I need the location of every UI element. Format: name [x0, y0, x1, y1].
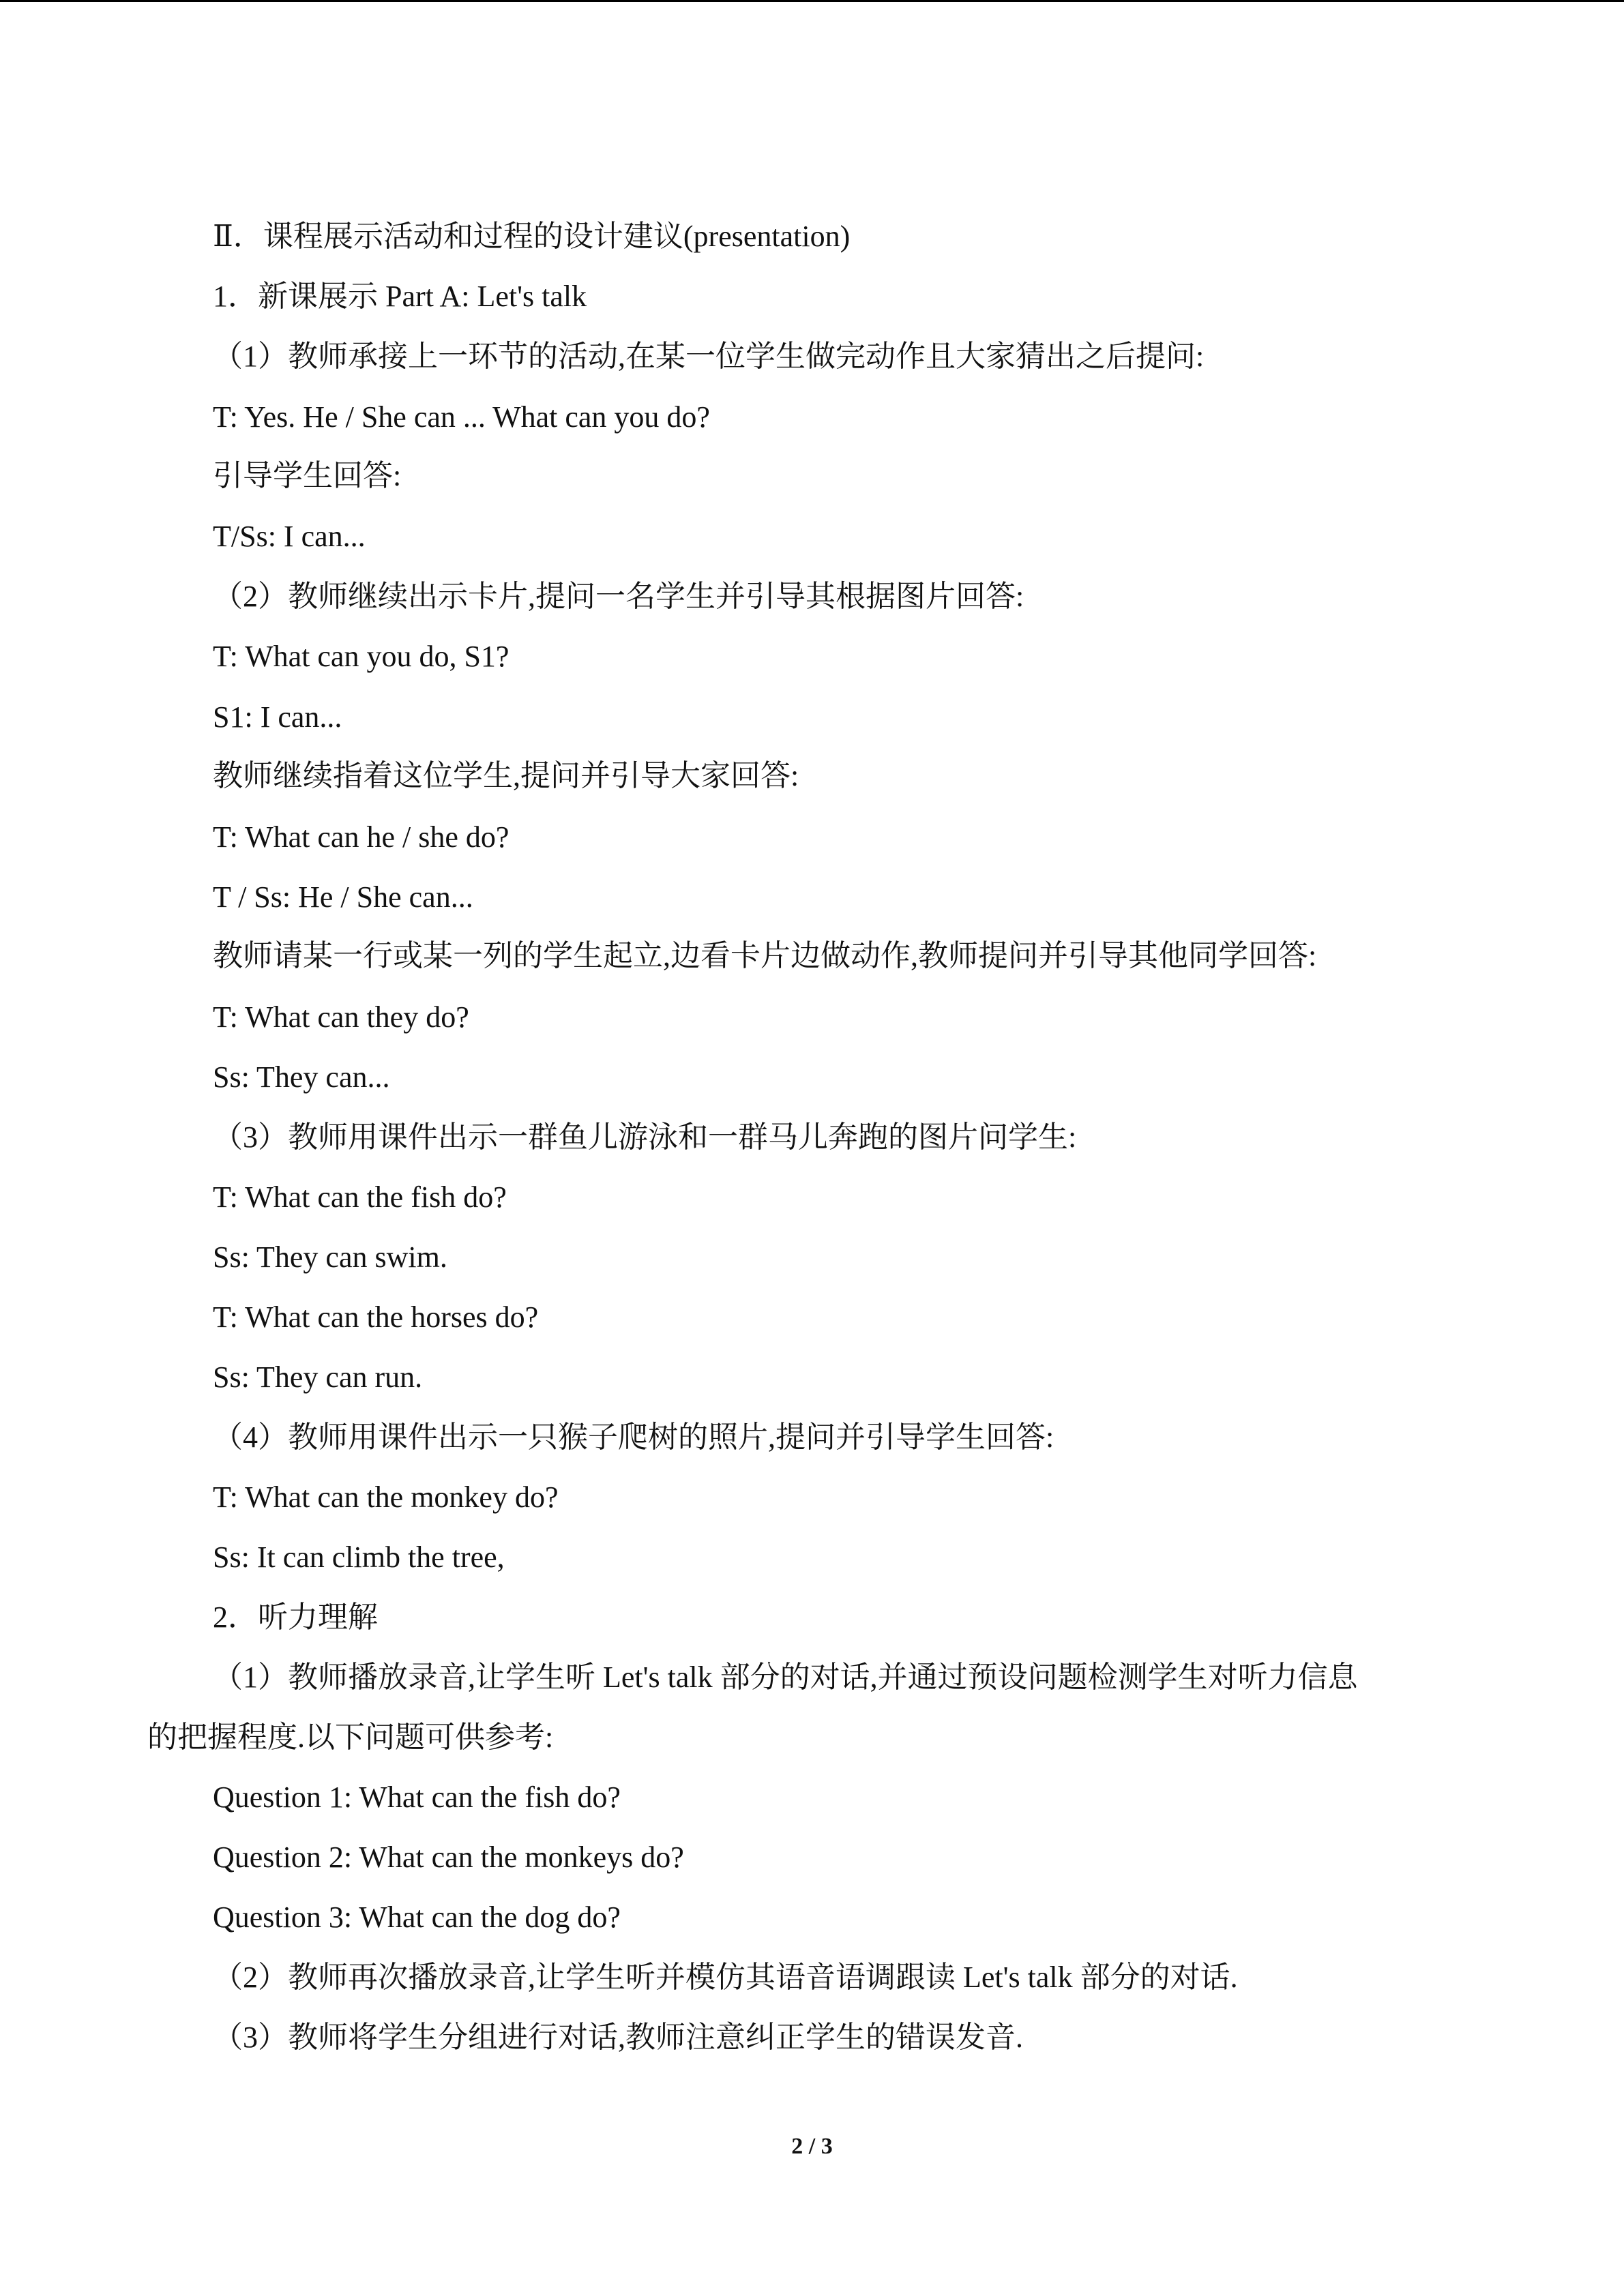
dialogue-line: T: What can the fish do?: [213, 1180, 507, 1214]
question-line: Question 1: What can the fish do?: [213, 1780, 621, 1814]
subsection-heading: 2．听力理解: [213, 1600, 378, 1634]
section-heading: Ⅱ．课程展示活动和过程的设计建议(presentation): [213, 220, 851, 253]
subsection-heading: 1．新课展示 Part A: Let's talk: [213, 280, 587, 313]
question-line: Question 3: What can the dog do?: [213, 1900, 621, 1934]
paragraph-line-continued: 的把握程度.以下问题可供参考:: [147, 1720, 554, 1754]
question-line: Question 2: What can the monkeys do?: [213, 1840, 684, 1874]
dialogue-line: T: What can you do, S1?: [213, 640, 510, 673]
dialogue-line: T: What can he / she do?: [213, 820, 510, 854]
paragraph-line: 教师请某一行或某一列的学生起立,边看卡片边做动作,教师提问并引导其他同学回答:: [213, 939, 1317, 972]
dialogue-line: T: What can the monkey do?: [213, 1480, 559, 1514]
dialogue-line: S1: I can...: [213, 700, 342, 734]
paragraph-line: 教师继续指着这位学生,提问并引导大家回答:: [213, 759, 799, 792]
dialogue-line: Ss: They can swim.: [213, 1240, 447, 1274]
page-number: 2 / 3: [791, 2134, 833, 2159]
dialogue-line: T: Yes. He / She can ... What can you do?: [213, 400, 710, 434]
paragraph-line: （2）教师再次播放录音,让学生听并模仿其语音语调跟读 Let's talk 部分的对话.: [213, 1960, 1238, 1994]
dialogue-line: T/Ss: I can...: [213, 520, 366, 553]
paragraph-line: 引导学生回答:: [213, 459, 402, 492]
dialogue-line: Ss: They can run.: [213, 1360, 423, 1394]
paragraph-line: （1）教师承接上一环节的活动,在某一位学生做完动作且大家猜出之后提问:: [213, 340, 1205, 373]
paragraph-line: （3）教师用课件出示一群鱼儿游泳和一群马儿奔跑的图片问学生:: [213, 1120, 1077, 1154]
dialogue-line: T / Ss: He / She can...: [213, 880, 473, 914]
paragraph-line: （2）教师继续出示卡片,提问一名学生并引导其根据图片回答:: [213, 580, 1024, 613]
paragraph-line: （1）教师播放录音,让学生听 Let's talk 部分的对话,并通过预设问题检测学生对听力信息: [213, 1660, 1358, 1694]
dialogue-line: T: What can they do?: [213, 1000, 469, 1034]
dialogue-line: T: What can the horses do?: [213, 1300, 539, 1334]
dialogue-line: Ss: They can...: [213, 1060, 390, 1094]
dialogue-line: Ss: It can climb the tree,: [213, 1540, 505, 1574]
paragraph-line: （3）教师将学生分组进行对话,教师注意纠正学生的错误发音.: [213, 2021, 1023, 2054]
paragraph-line: （4）教师用课件出示一只猴子爬树的照片,提问并引导学生回答:: [213, 1420, 1054, 1454]
